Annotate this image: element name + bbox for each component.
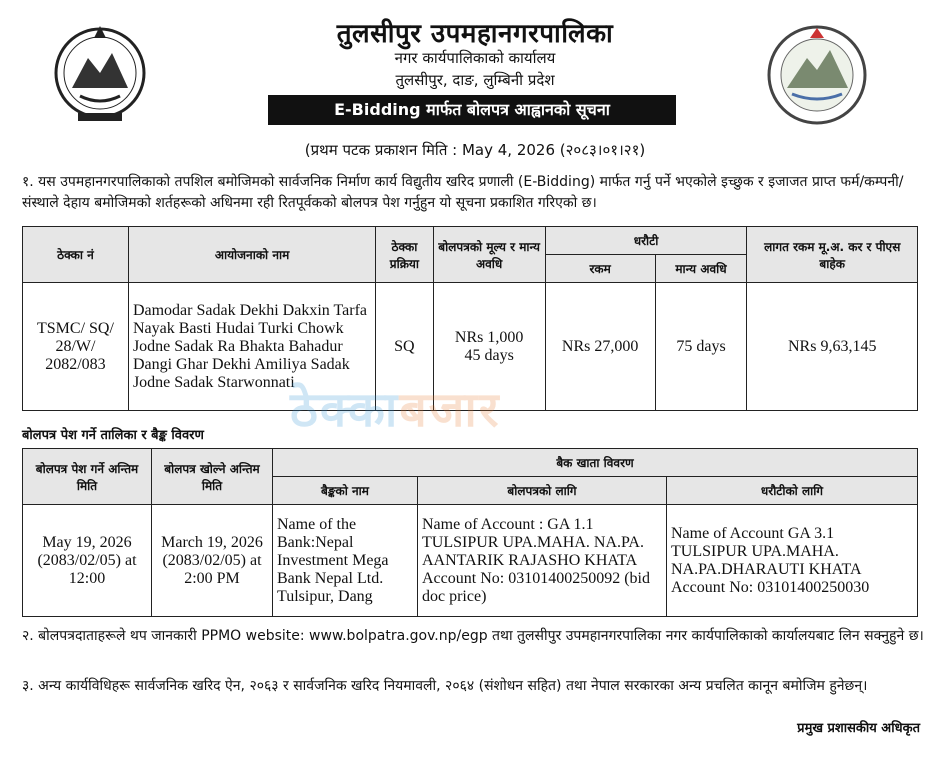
publish-date: (प्रथम पटक प्रकाशन मिति : May 4, 2026 (२०८३।०१।२१) [304, 141, 646, 159]
cell-cost-estimate: NRs 9,63,145 [747, 283, 918, 411]
col-for-bid: बोलपत्रको लागि [418, 477, 667, 505]
notice-header [0, 0, 950, 140]
signature: प्रमुख प्रशासकीय अधिकृत [797, 721, 920, 736]
watermark-part2: बजार [399, 382, 501, 438]
col-cost-estimate: लागत रकम मू.अ. कर र पीएस बाहेक [747, 227, 918, 283]
watermark-part1: ठेक्का [290, 382, 400, 438]
doc-validity-value: 45 days [464, 346, 514, 364]
cell-contract-no: TSMC/ SQ/ 28/W/ 2082/083 [23, 283, 129, 411]
doc-price-value: NRs 1,000 [454, 328, 524, 346]
notice-title: E-Bidding मार्फत बोलपत्र आह्वानको सूचना [268, 95, 676, 125]
office-name: नगर कार्यपालिकाको कार्यालय [394, 49, 556, 67]
table-row [23, 505, 918, 617]
cell-amount: NRs 27,000 [545, 283, 655, 411]
clause-1: १. यस उपमहानगरपालिकाको तपशिल बमोजिमको सार्वजनिक निर्माण कार्य विद्युतीय खरिद प्रणाली (E-Bidding) मार्फत गर्नु पर्ने भएकोले इच्छुक र इजाजत प्राप्त फर्म/कम्पनी/संस्थाले देहाय बमोजिमको शर्तहरूको अधिनमा रही रितपूर्वकको बोलपत्र पेश गर्नुहुन यो सूचना प्रकाशित गरिएको छ। [22, 174, 904, 211]
col-validity: मान्य अवधि [655, 255, 747, 283]
cell-project-name: Damodar Sadak Dekhi Dakxin Tarfa Nayak Basti Hudai Turki Chowk Jodne Sadak Ra Bhakta Bahadur Dangi Ghar Dekhi Amiliya Sadak Jodne Sadak Starwonnati [128, 283, 375, 411]
col-procedure: ठेक्का प्रक्रिया [376, 227, 434, 283]
col-open-date: बोलपत्र खोल्ने अन्तिम मिति [152, 449, 273, 505]
cell-validity: 75 days [655, 283, 747, 411]
col-submit-deadline: बोलपत्र पेश गर्ने अन्तिम मिति [23, 449, 152, 505]
col-for-security: धरौटीको लागि [667, 477, 918, 505]
col-contract-no: ठेक्का नं [23, 227, 129, 283]
cell-for-bid: Name of Account : GA 1.1 TULSIPUR UPA.MAHA. NA.PA. AANTARIK RAJASHO KHATA Account No: 03101400250092 (bid doc price) [418, 505, 667, 617]
col-doc-price: बोलपत्रको मूल्य र मान्य अवधि [433, 227, 545, 283]
cell-doc-price [433, 283, 545, 411]
schedule-table [22, 448, 918, 617]
col-bank-details: बैक खाता विवरण [273, 449, 918, 477]
cell-for-security: Name of Account GA 3.1 TULSIPUR UPA.MAHA. NA.PA.DHARAUTI KHATA Account No: 03101400250030 [667, 505, 918, 617]
table-row [23, 283, 918, 411]
col-project-name: आयोजनाको नाम [128, 227, 375, 283]
section-label: बोलपत्र पेश गर्ने तालिका र बैङ्क विवरण [22, 428, 204, 443]
clause-3: ३. अन्य कार्यविधिहरू सार्वजनिक खरिद ऐन, २०६३ र सार्वजनिक खरिद नियमावली, २०६४ (संशोधन सहित) तथा नेपाल सरकारका अन्य प्रचलित कानून बमोजिम हुनेछन्। [22, 678, 868, 694]
cell-open-date: March 19, 2026 (2083/02/05) at 2:00 PM [152, 505, 273, 617]
col-bid-security: धरौटी [545, 227, 747, 255]
clause-2: २. बोलपत्रदाताहरूले थप जानकारी PPMO website: www.bolpatra.gov.np/egp तथा तुलसीपुर उपमहानगरपालिका नगर कार्यपालिकाको कार्यालयबाट लिन सक्नुहुने छ। [22, 628, 924, 644]
cell-bank-name: Name of the Bank:Nepal Investment Mega Bank Nepal Ltd. Tulsipur, Dang [273, 505, 418, 617]
cell-procedure: SQ [376, 283, 434, 411]
cell-submit-deadline: May 19, 2026 (2083/02/05) at 12:00 [23, 505, 152, 617]
col-bank-name: बैङ्कको नाम [273, 477, 418, 505]
tulsipur-seal-icon [762, 18, 872, 133]
col-amount: रकम [545, 255, 655, 283]
office-address: तुलसीपुर, दाङ, लुम्बिनी प्रदेश [395, 71, 555, 89]
contract-table [22, 226, 918, 411]
municipality-title: तुलसीपुर उपमहानगरपालिका [336, 19, 614, 49]
